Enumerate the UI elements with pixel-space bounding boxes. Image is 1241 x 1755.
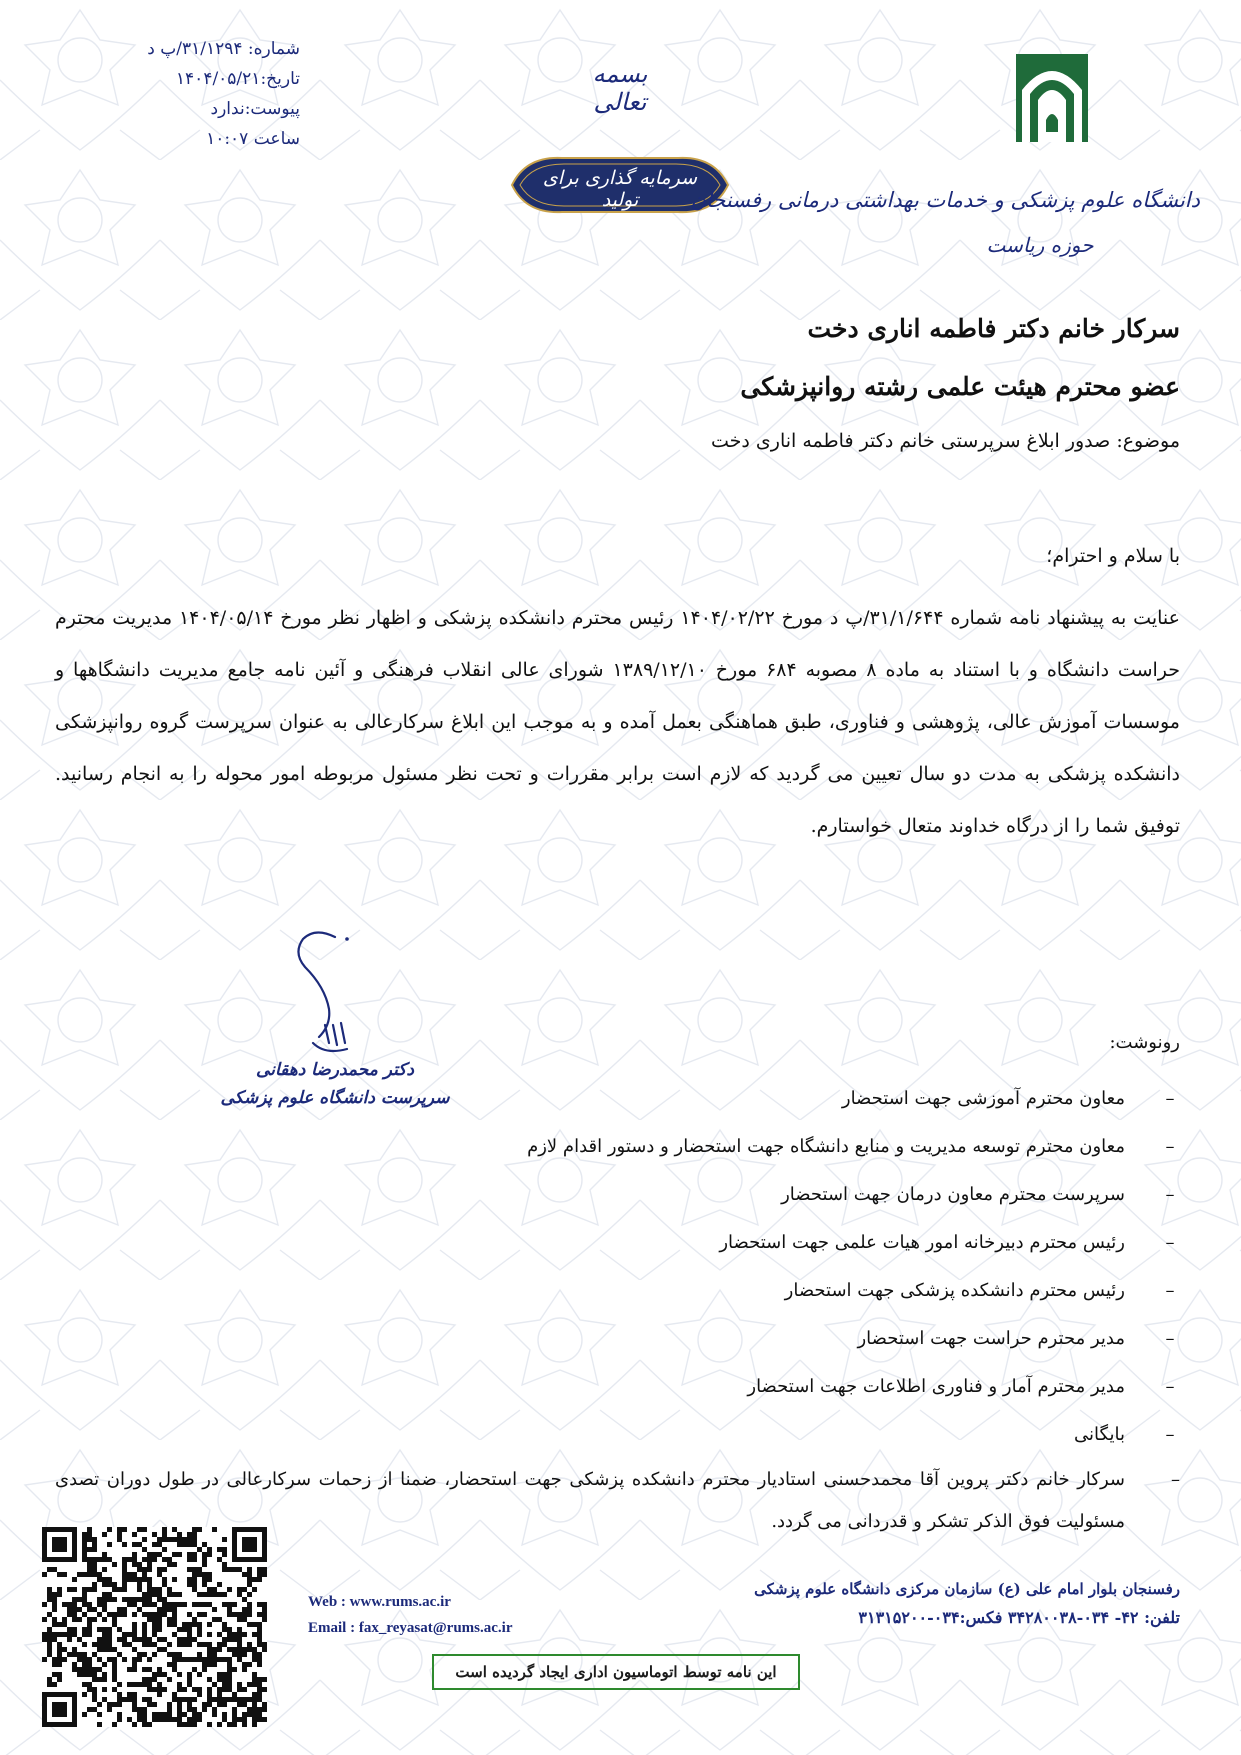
list-dash: – — [1165, 1136, 1175, 1157]
list-dash: – — [1165, 1328, 1175, 1349]
cc-item-text: مدیر محترم حراست جهت استحضار — [857, 1328, 1125, 1349]
department-name: حوزه ریاست — [986, 233, 1094, 257]
bismillah: بسمه تعالی — [592, 60, 648, 116]
cc-item-text: سرپرست محترم معاون درمان جهت استحضار — [781, 1184, 1125, 1205]
cc-label: رونوشت: — [1109, 1032, 1180, 1053]
cc-item-text: رئیس محترم دبیرخانه امور هیات علمی جهت استحضار — [719, 1232, 1125, 1253]
letter-body: عنایت به پیشنهاد نامه شماره ۳۱/۱/۶۴۴/پ د مورخ ۱۴۰۴/۰۲/۲۲ رئیس محترم دانشکده پزشکی و اظهار نظر مورخ ۱۴۰۴/۰۵/۱۴ مدیریت محترم حراست دانشگاه و با استناد به ماده ۸ مصوبه ۶۸۴ مورخ ۱۳۸۹/۱۲/۱۰ شورای عالی انقلاب فرهنگی و آئین نامه جامع مدیریت دانشگاهها و موسسات آموزش عالی، پژوهشی و فناوری، طبق هماهنگی بعمل آمده و به موجب این ابلاغ سرکارعالی به عنوان سرپرست گروه روانپزشکی دانشکده پزشکی به مدت دو سال تعیین می گردید که لازم است برابر مقررات و تحت نظر مسئول مربوطه امور محوله را به انجام رسانید. توفیق شما را از درگاه خداوند متعال خواستارم. — [55, 607, 1181, 837]
recipient-name: سرکار خانم دکتر فاطمه اناری دخت — [807, 314, 1180, 343]
letter-subject: موضوع: صدور ابلاغ سرپرستی خانم دکتر فاطمه اناری دخت — [711, 430, 1180, 452]
cc-item-text: بایگانی — [1074, 1424, 1125, 1445]
slogan-text: سرمایه گذاری برای تولید — [542, 167, 698, 211]
cc-item — [55, 1267, 1180, 1315]
signatory-name: دکتر محمدرضا دهقانی — [256, 1060, 414, 1080]
list-dash: – — [1165, 1184, 1175, 1205]
footer-address: رفسنجان بلوار امام علی (ع) سازمان مرکزی دانشگاه علوم پزشکی — [754, 1580, 1180, 1598]
list-dash: – — [1165, 1232, 1175, 1253]
cc-item-text: معاون محترم توسعه مدیریت و منابع دانشگاه جهت استحضار و دستور اقدام لازم — [527, 1136, 1125, 1157]
footer-email: Email : fax_reyasat@rums.ac.ir — [308, 1620, 513, 1636]
university-name: دانشگاه علوم پزشکی و خدمات بهداشتی درمانی رفسنجان — [690, 188, 1200, 212]
list-dash: – — [1165, 1376, 1175, 1397]
letter-number: شماره: ۳۱/۱۲۹۴/پ د — [147, 39, 300, 59]
cc-item — [55, 1363, 1180, 1411]
qr-code — [42, 1527, 267, 1727]
footer-phone-fax: تلفن: ۴۲- ۰۳۴-۳۴۲۸۰۰۳۸ فکس:۰۳۴-۳۱۳۱۵۲۰۰ — [858, 1608, 1180, 1627]
list-dash: – — [1165, 1088, 1175, 1109]
cc-item — [55, 1315, 1180, 1363]
list-dash: – — [1165, 1280, 1175, 1301]
letter-meta — [147, 34, 300, 154]
university-emblem-icon — [1012, 50, 1092, 146]
letter-attachment: پیوست:ندارد — [210, 99, 300, 119]
cc-list — [55, 1075, 1180, 1543]
cc-item-text: سرکار خانم دکتر پروین آقا محمدحسنی استادیار محترم دانشکده پزشکی جهت استحضار، ضمنا از زحمات سرکارعالی در طول دوران تصدی مسئولیت فوق الذکر تشکر و قدردانی می گردد. — [55, 1469, 1125, 1532]
cc-item-text: رئیس محترم دانشکده پزشکی جهت استحضار — [784, 1280, 1125, 1301]
greeting: با سلام و احترام؛ — [1046, 545, 1180, 567]
cc-item-text: مدیر محترم آمار و فناوری اطلاعات جهت استحضار — [747, 1376, 1125, 1397]
letter-date: تاریخ:۱۴۰۴/۰۵/۲۱ — [175, 69, 300, 89]
list-dash: – — [1171, 1469, 1180, 1490]
cc-item-text: معاون محترم آموزشی جهت استحضار — [841, 1088, 1125, 1109]
automation-note: این نامه توسط اتوماسیون اداری ایجاد گردیده است — [432, 1654, 800, 1690]
cc-item — [55, 1171, 1180, 1219]
list-dash: – — [1165, 1424, 1175, 1445]
recipient-position: عضو محترم هیئت علمی رشته روانپزشکی — [740, 372, 1180, 401]
signature-scribble — [285, 925, 375, 1075]
signatory-title: سرپرست دانشگاه علوم پزشکی — [220, 1088, 450, 1108]
cc-item — [55, 1123, 1180, 1171]
letter-time: ساعت ۱۰:۰۷ — [206, 129, 300, 149]
cc-item — [55, 1219, 1180, 1267]
footer-web: Web : www.rums.ac.ir — [308, 1594, 451, 1610]
cc-item — [55, 1075, 1180, 1123]
cc-item — [55, 1411, 1180, 1459]
